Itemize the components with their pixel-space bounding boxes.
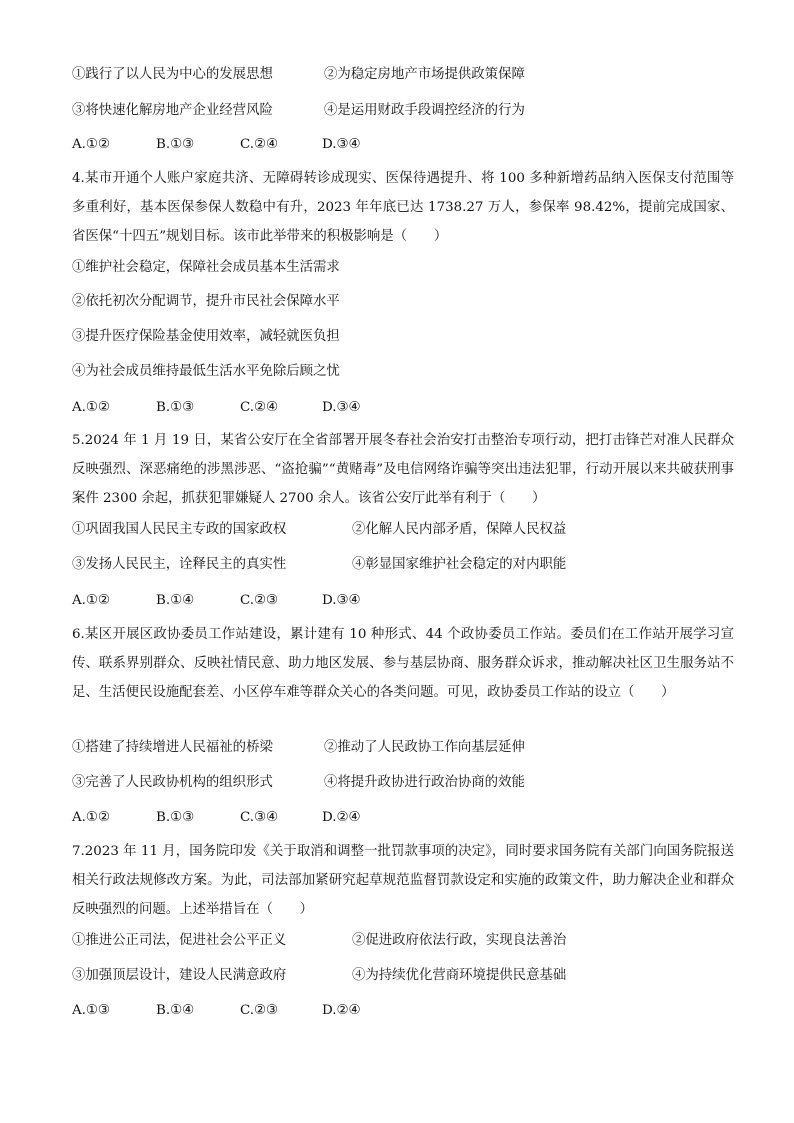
q7-option-row-1	[72, 932, 567, 950]
q3-option-3: ③将快速化解房地产企业经营风险	[72, 103, 273, 118]
q5-option-4: ④彰显国家维护社会稳定的对内职能	[352, 557, 567, 572]
q5-answer-c: C.②③	[240, 593, 279, 608]
q7-option-2: ②促进政府依法行政，实现良法善治	[352, 933, 567, 948]
q6-option-4: ④将提升政协进行政治协商的效能	[324, 775, 525, 790]
q5-answer-b: B.①④	[156, 593, 195, 608]
q5-answer-d: D.③④	[322, 593, 361, 608]
q3-option-row-1	[72, 66, 525, 84]
q5-option-row-2	[72, 556, 567, 574]
q4-answer-c: C.②④	[240, 400, 279, 415]
q7-answer-d: D.②④	[322, 1003, 361, 1018]
q4-option-2: ②依托初次分配调节，提升市民社会保障水平	[72, 294, 340, 309]
q7-stem: 7.2023 年 11 月，国务院印发《关于取消和调整一批罚款事项的决定》，同时要求国务院有关部门向国务院报送相关行政法规修改方案。为此，司法部加紧研究起草规范监督罚款设定和实施的政策文件，助力解决企业和群众反映强烈的问题。上述举措旨在（ ）	[72, 844, 734, 917]
q4-option-3: ③提升医疗保险基金使用效率，减轻就医负担	[72, 329, 340, 344]
q4-option-1: ①维护社会稳定，保障社会成员基本生活需求	[72, 260, 340, 275]
q4-answer-a: A.①②	[72, 400, 110, 415]
q6-stem: 6.某区开展区政协委员工作站建设，累计建有 10 种形式、44 个政协委员工作站。委员们在工作站开展学习宣传、联系界别群众、反映社情民意、助力地区发展、参与基层协商、服务群众诉求，推动解决社区卫生服务站不足、生活便民设施配套差、小区停车难等群众关心的各类问题。可见，政协委员工作站的设立（ ）	[72, 627, 734, 700]
q3-option-2: ②为稳定房地产市场提供政策保障	[324, 67, 525, 82]
q3-option-4: ④是运用财政手段调控经济的行为	[324, 103, 525, 118]
q5-option-1: ①巩固我国人民民主专政的国家政权	[72, 522, 287, 537]
q6-answer-b: B.①③	[156, 810, 195, 825]
q7-answer-b: B.①④	[156, 1003, 195, 1018]
q5-answer-a: A.①②	[72, 593, 110, 608]
q5-option-3: ③发扬人民民主，诠释民主的真实性	[72, 557, 287, 572]
q6-answer-d: D.②④	[322, 810, 361, 825]
q6-option-3: ③完善了人民政协机构的组织形式	[72, 775, 273, 790]
q3-option-1: ①践行了以人民为中心的发展思想	[72, 67, 273, 82]
q5-option-row-1	[72, 521, 567, 539]
q3-answer-a: A.①②	[72, 137, 110, 152]
q4-answer-b: B.①③	[156, 400, 195, 415]
q4-stem: 4.某市开通个人账户家庭共济、无障碍转诊成现实、医保待遇提升、将 100 多种新增药品纳入医保支付范围等多重利好，基本医保参保人数稳中有升，2023 年年底已达 1738.27 万人，参保率 98.42%，提前完成国家、省医保“十四五”规划目标。该市此举带来的积极影响是（ ）	[72, 171, 734, 244]
q6-option-row-1	[72, 739, 525, 757]
q7-answer-c: C.②③	[240, 1003, 279, 1018]
q6-option-row-2	[72, 774, 525, 792]
q5-stem: 5.2024 年 1 月 19 日，某省公安厅在全省部署开展冬春社会治安打击整治专项行动，把打击锋芒对准人民群众反映强烈、深恶痛绝的涉黑涉恶、“盗抢骗”“黄赌毒”及电信网络诈骗等突出违法犯罪，行动开展以来共破获刑事案件 2300 余起，抓获犯罪嫌疑人 2700 余人。该省公安厅此举有利于（ ）	[72, 433, 734, 506]
q6-option-1: ①搭建了持续增进人民福祉的桥梁	[72, 740, 273, 755]
q4-answer-d: D.③④	[322, 400, 361, 415]
q7-option-1: ①推进公正司法，促进社会公平正义	[72, 933, 287, 948]
q4-option-4: ④为社会成员维持最低生活水平免除后顾之忧	[72, 364, 340, 379]
q7-answer-a: A.①③	[72, 1003, 110, 1018]
q7-option-4: ④为持续优化营商环境提供民意基础	[352, 968, 567, 983]
q6-option-2: ②推动了人民政协工作向基层延伸	[324, 740, 525, 755]
q6-answer-c: C.③④	[240, 810, 279, 825]
q5-option-2: ②化解人民内部矛盾，保障人民权益	[352, 522, 567, 537]
q7-option-3: ③加强顶层设计，建设人民满意政府	[72, 968, 287, 983]
q3-answer-c: C.②④	[240, 137, 279, 152]
q3-option-row-2	[72, 102, 525, 120]
q3-answer-d: D.③④	[322, 137, 361, 152]
q7-option-row-2	[72, 967, 567, 985]
q3-answer-b: B.①③	[156, 137, 195, 152]
q6-answer-a: A.①②	[72, 810, 110, 825]
